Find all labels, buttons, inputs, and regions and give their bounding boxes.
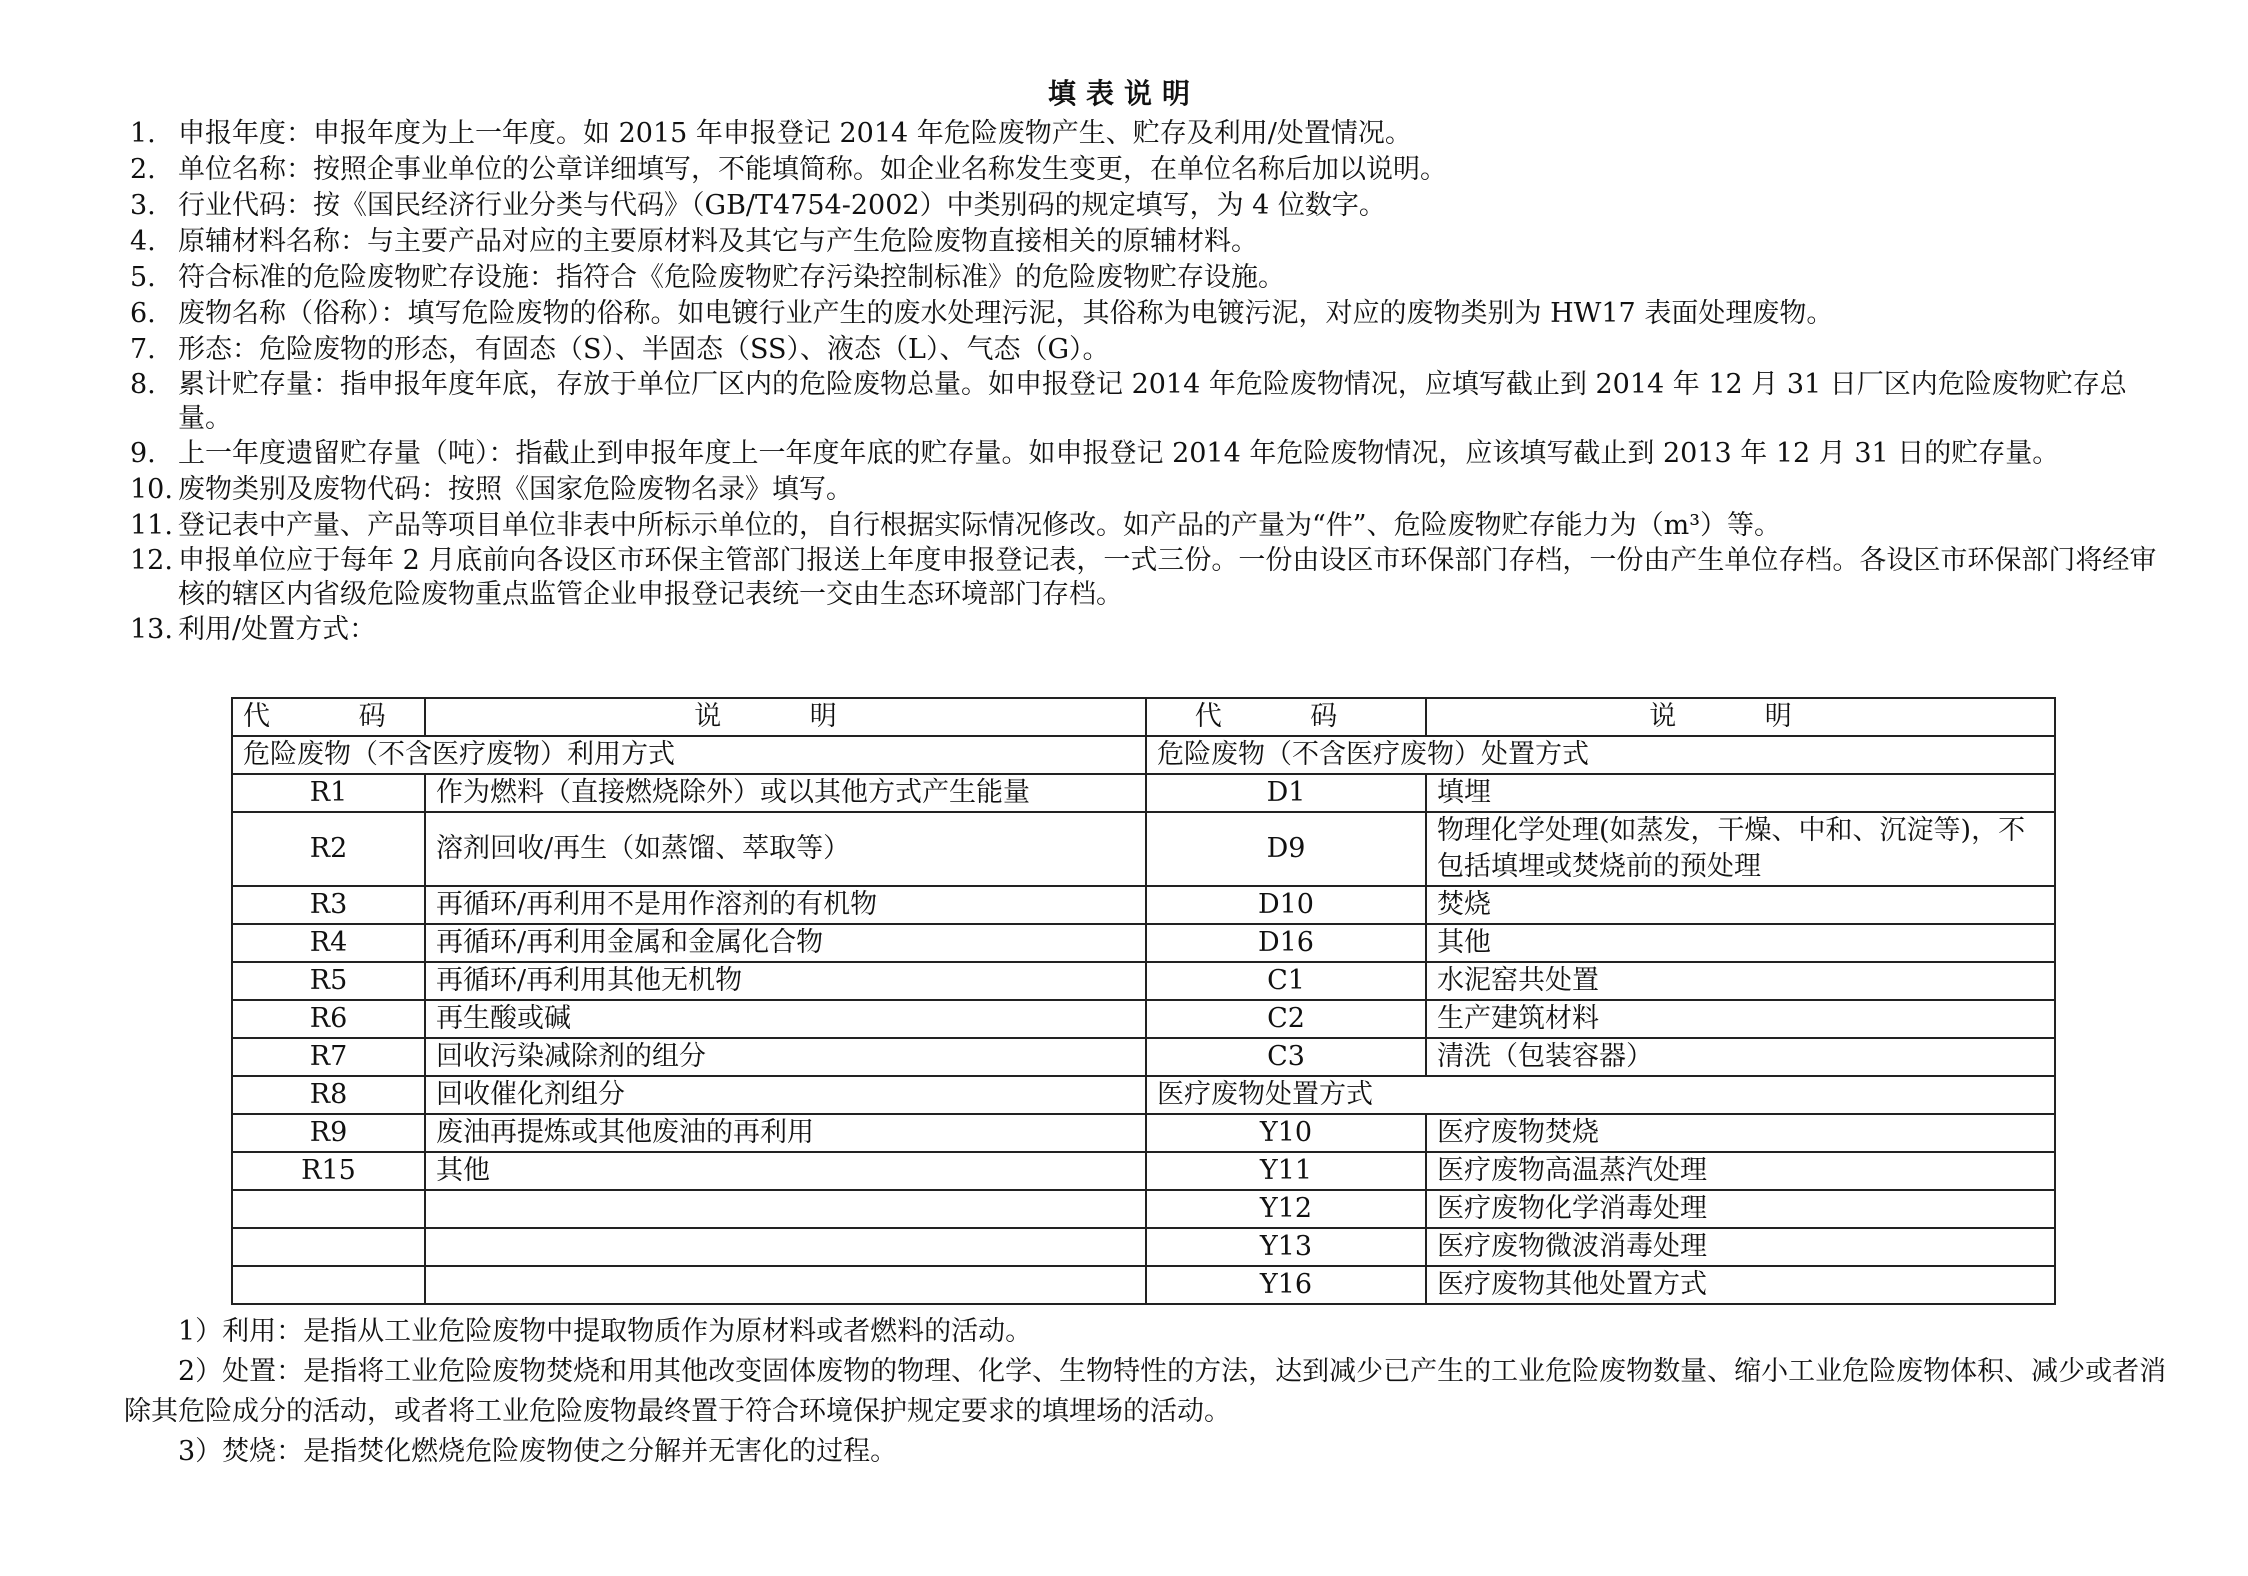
table-row [232,924,2055,962]
desc-cell: 物理化学处理(如蒸发，干燥、中和、沉淀等)，不包括填埋或焚烧前的预处理 [1426,812,2055,886]
code-cell: R15 [232,1152,425,1190]
table-header-row [232,698,2055,736]
desc-cell: 医疗废物高温蒸汽处理 [1426,1152,2055,1190]
desc-cell: 清洗（包装容器） [1426,1038,2055,1076]
instruction-list [130,116,2170,648]
section-title-disposal: 危险废物（不含医疗废物）处置方式 [1146,736,2055,774]
empty-cell [232,1228,425,1266]
header-desc: 说 明 [425,698,1146,736]
desc-cell: 填埋 [1426,774,2055,812]
item-number: 2. [130,154,156,185]
desc-cell: 医疗废物微波消毒处理 [1426,1228,2055,1266]
desc-cell: 生产建筑材料 [1426,1000,2055,1038]
instruction-item [130,612,2170,648]
instruction-item [130,472,2170,508]
code-cell: Y10 [1146,1114,1426,1152]
empty-cell [425,1228,1146,1266]
table-row [232,886,2055,924]
code-cell: R6 [232,1000,425,1038]
item-text: 利用/处置方式： [178,614,377,645]
table-row [232,1190,2055,1228]
item-text: 形态：危险废物的形态，有固态（S）、半固态（SS）、液态（L）、气态（G）。 [178,334,1110,365]
table-row [232,1038,2055,1076]
code-cell: D10 [1146,886,1426,924]
item-text: 废物名称（俗称）：填写危险废物的俗称。如电镀行业产生的废水处理污泥，其俗称为电镀污泥，对应的废物类别为 HW17 表面处理废物。 [178,298,1834,329]
empty-cell [232,1266,425,1304]
item-text: 废物类别及废物代码：按照《国家危险废物名录》填写。 [178,474,853,505]
desc-cell: 焚烧 [1426,886,2055,924]
desc-cell: 医疗废物焚烧 [1426,1114,2055,1152]
table-row [232,1000,2055,1038]
code-cell: C1 [1146,962,1426,1000]
code-cell: R3 [232,886,425,924]
note-disposal: 2）处置：是指将工业危险废物焚烧和用其他改变固体废物的物理、化学、生物特性的方法，达到减少已产生的工业危险废物数量、缩小工业危险废物体积、减少或者消除其危险成分的活动，或者将工业危险废物最终置于符合环境保护规定要求的填埋场的活动。 [124,1356,2167,1427]
desc-cell: 医疗废物其他处置方式 [1426,1266,2055,1304]
table-row [232,962,2055,1000]
item-number: 4. [130,226,156,257]
instruction-item [130,116,2170,152]
definition-notes [124,1312,2174,1472]
page-title: 填表说明 [1047,77,1200,110]
desc-cell: 其他 [425,1152,1146,1190]
instruction-item [130,544,2170,612]
desc-cell: 废油再提炼或其他废油的再利用 [425,1114,1146,1152]
note-utilization: 1）利用：是指从工业危险废物中提取物质作为原材料或者燃料的活动。 [178,1316,1033,1347]
item-number: 12. [130,545,173,576]
desc-cell: 回收催化剂组分 [425,1076,1146,1114]
item-number: 7. [130,334,156,365]
code-cell: R4 [232,924,425,962]
header-code: 代 码 [1146,698,1426,736]
item-text: 登记表中产量、产品等项目单位非表中所标示单位的，自行根据实际情况修改。如产品的产量为“件”、危险废物贮存能力为（m³）等。 [178,510,1782,541]
table-row [232,1228,2055,1266]
code-cell: Y16 [1146,1266,1426,1304]
code-cell: D16 [1146,924,1426,962]
item-text: 申报单位应于每年 2 月底前向各设区市环保主管部门报送上年度申报登记表，一式三份。一份由设区市环保部门存档，一份由产生单位存档。各设区市环保部门将经审核的辖区内省级危险废物重点监管企业申报登记表统一交由生态环境部门存档。 [178,545,2157,610]
item-text: 累计贮存量：指申报年度年底，存放于单位厂区内的危险废物总量。如申报登记 2014 年危险废物情况，应填写截止到 2014 年 12 月 31 日厂区内危险废物贮存总量。 [178,369,2127,434]
code-cell: Y11 [1146,1152,1426,1190]
section-title-utilization: 危险废物（不含医疗废物）利用方式 [232,736,1146,774]
item-text: 单位名称：按照企事业单位的公章详细填写，不能填简称。如企业名称发生变更，在单位名称后加以说明。 [178,154,1447,185]
item-number: 6. [130,298,156,329]
instruction-item [130,508,2170,544]
desc-cell: 医疗废物化学消毒处理 [1426,1190,2055,1228]
item-number: 3. [130,190,156,221]
table-section-row [232,736,2055,774]
instruction-item [130,152,2170,188]
code-cell: R1 [232,774,425,812]
instruction-item [130,368,2170,436]
instruction-item [130,224,2170,260]
item-text: 上一年度遗留贮存量（吨）：指截止到申报年度上一年度年底的贮存量。如申报登记 2014 年危险废物情况，应该填写截止到 2013 年 12 月 31 日的贮存量。 [178,438,2060,469]
header-desc: 说 明 [1426,698,2055,736]
desc-cell: 作为燃料（直接燃烧除外）或以其他方式产生能量 [425,774,1146,812]
code-cell: R9 [232,1114,425,1152]
item-number: 10. [130,474,173,505]
code-cell: R7 [232,1038,425,1076]
instruction-item [130,332,2170,368]
code-cell: D1 [1146,774,1426,812]
item-text: 符合标准的危险废物贮存设施：指符合《危险废物贮存污染控制标准》的危险废物贮存设施。 [178,262,1285,293]
desc-cell: 水泥窑共处置 [1426,962,2055,1000]
table-row [232,1152,2055,1190]
header-code: 代 码 [232,698,425,736]
instruction-item [130,188,2170,224]
item-number: 1. [130,118,156,149]
desc-cell: 再生酸或碱 [425,1000,1146,1038]
desc-cell: 再循环/再利用不是用作溶剂的有机物 [425,886,1146,924]
instruction-item [130,296,2170,332]
table-row [232,812,2055,886]
desc-cell: 溶剂回收/再生（如蒸馏、萃取等） [425,812,1146,886]
item-text: 申报年度：申报年度为上一年度。如 2015 年申报登记 2014 年危险废物产生、贮存及利用/处置情况。 [178,118,1412,149]
instruction-item [130,260,2170,296]
empty-cell [425,1190,1146,1228]
item-number: 8. [130,369,156,400]
code-cell: R2 [232,812,425,886]
item-number: 9. [130,438,156,469]
code-cell: C3 [1146,1038,1426,1076]
item-text: 行业代码：按《国民经济行业分类与代码》（GB/T4754-2002）中类别码的规定填写，为 4 位数字。 [178,190,1386,221]
code-cell: D9 [1146,812,1426,886]
table-row [232,774,2055,812]
item-number: 11. [130,510,173,541]
desc-cell: 回收污染减除剂的组分 [425,1038,1146,1076]
item-text: 原辅材料名称：与主要产品对应的主要原材料及其它与产生危险废物直接相关的原辅材料。 [178,226,1258,257]
disposal-code-table [231,697,2056,1305]
code-cell: Y13 [1146,1228,1426,1266]
desc-cell: 再循环/再利用其他无机物 [425,962,1146,1000]
code-cell: Y12 [1146,1190,1426,1228]
desc-cell: 再循环/再利用金属和金属化合物 [425,924,1146,962]
item-number: 13. [130,614,173,645]
code-cell: R8 [232,1076,425,1114]
code-cell: R5 [232,962,425,1000]
empty-cell [232,1190,425,1228]
desc-cell: 其他 [1426,924,2055,962]
code-cell: C2 [1146,1000,1426,1038]
note-incineration: 3）焚烧：是指焚化燃烧危险废物使之分解并无害化的过程。 [178,1436,898,1467]
table-row [232,1076,2055,1114]
table-row [232,1114,2055,1152]
section-title-medical: 医疗废物处置方式 [1146,1076,2055,1114]
empty-cell [425,1266,1146,1304]
item-number: 5. [130,262,156,293]
instruction-item [130,436,2170,472]
table-row [232,1266,2055,1304]
